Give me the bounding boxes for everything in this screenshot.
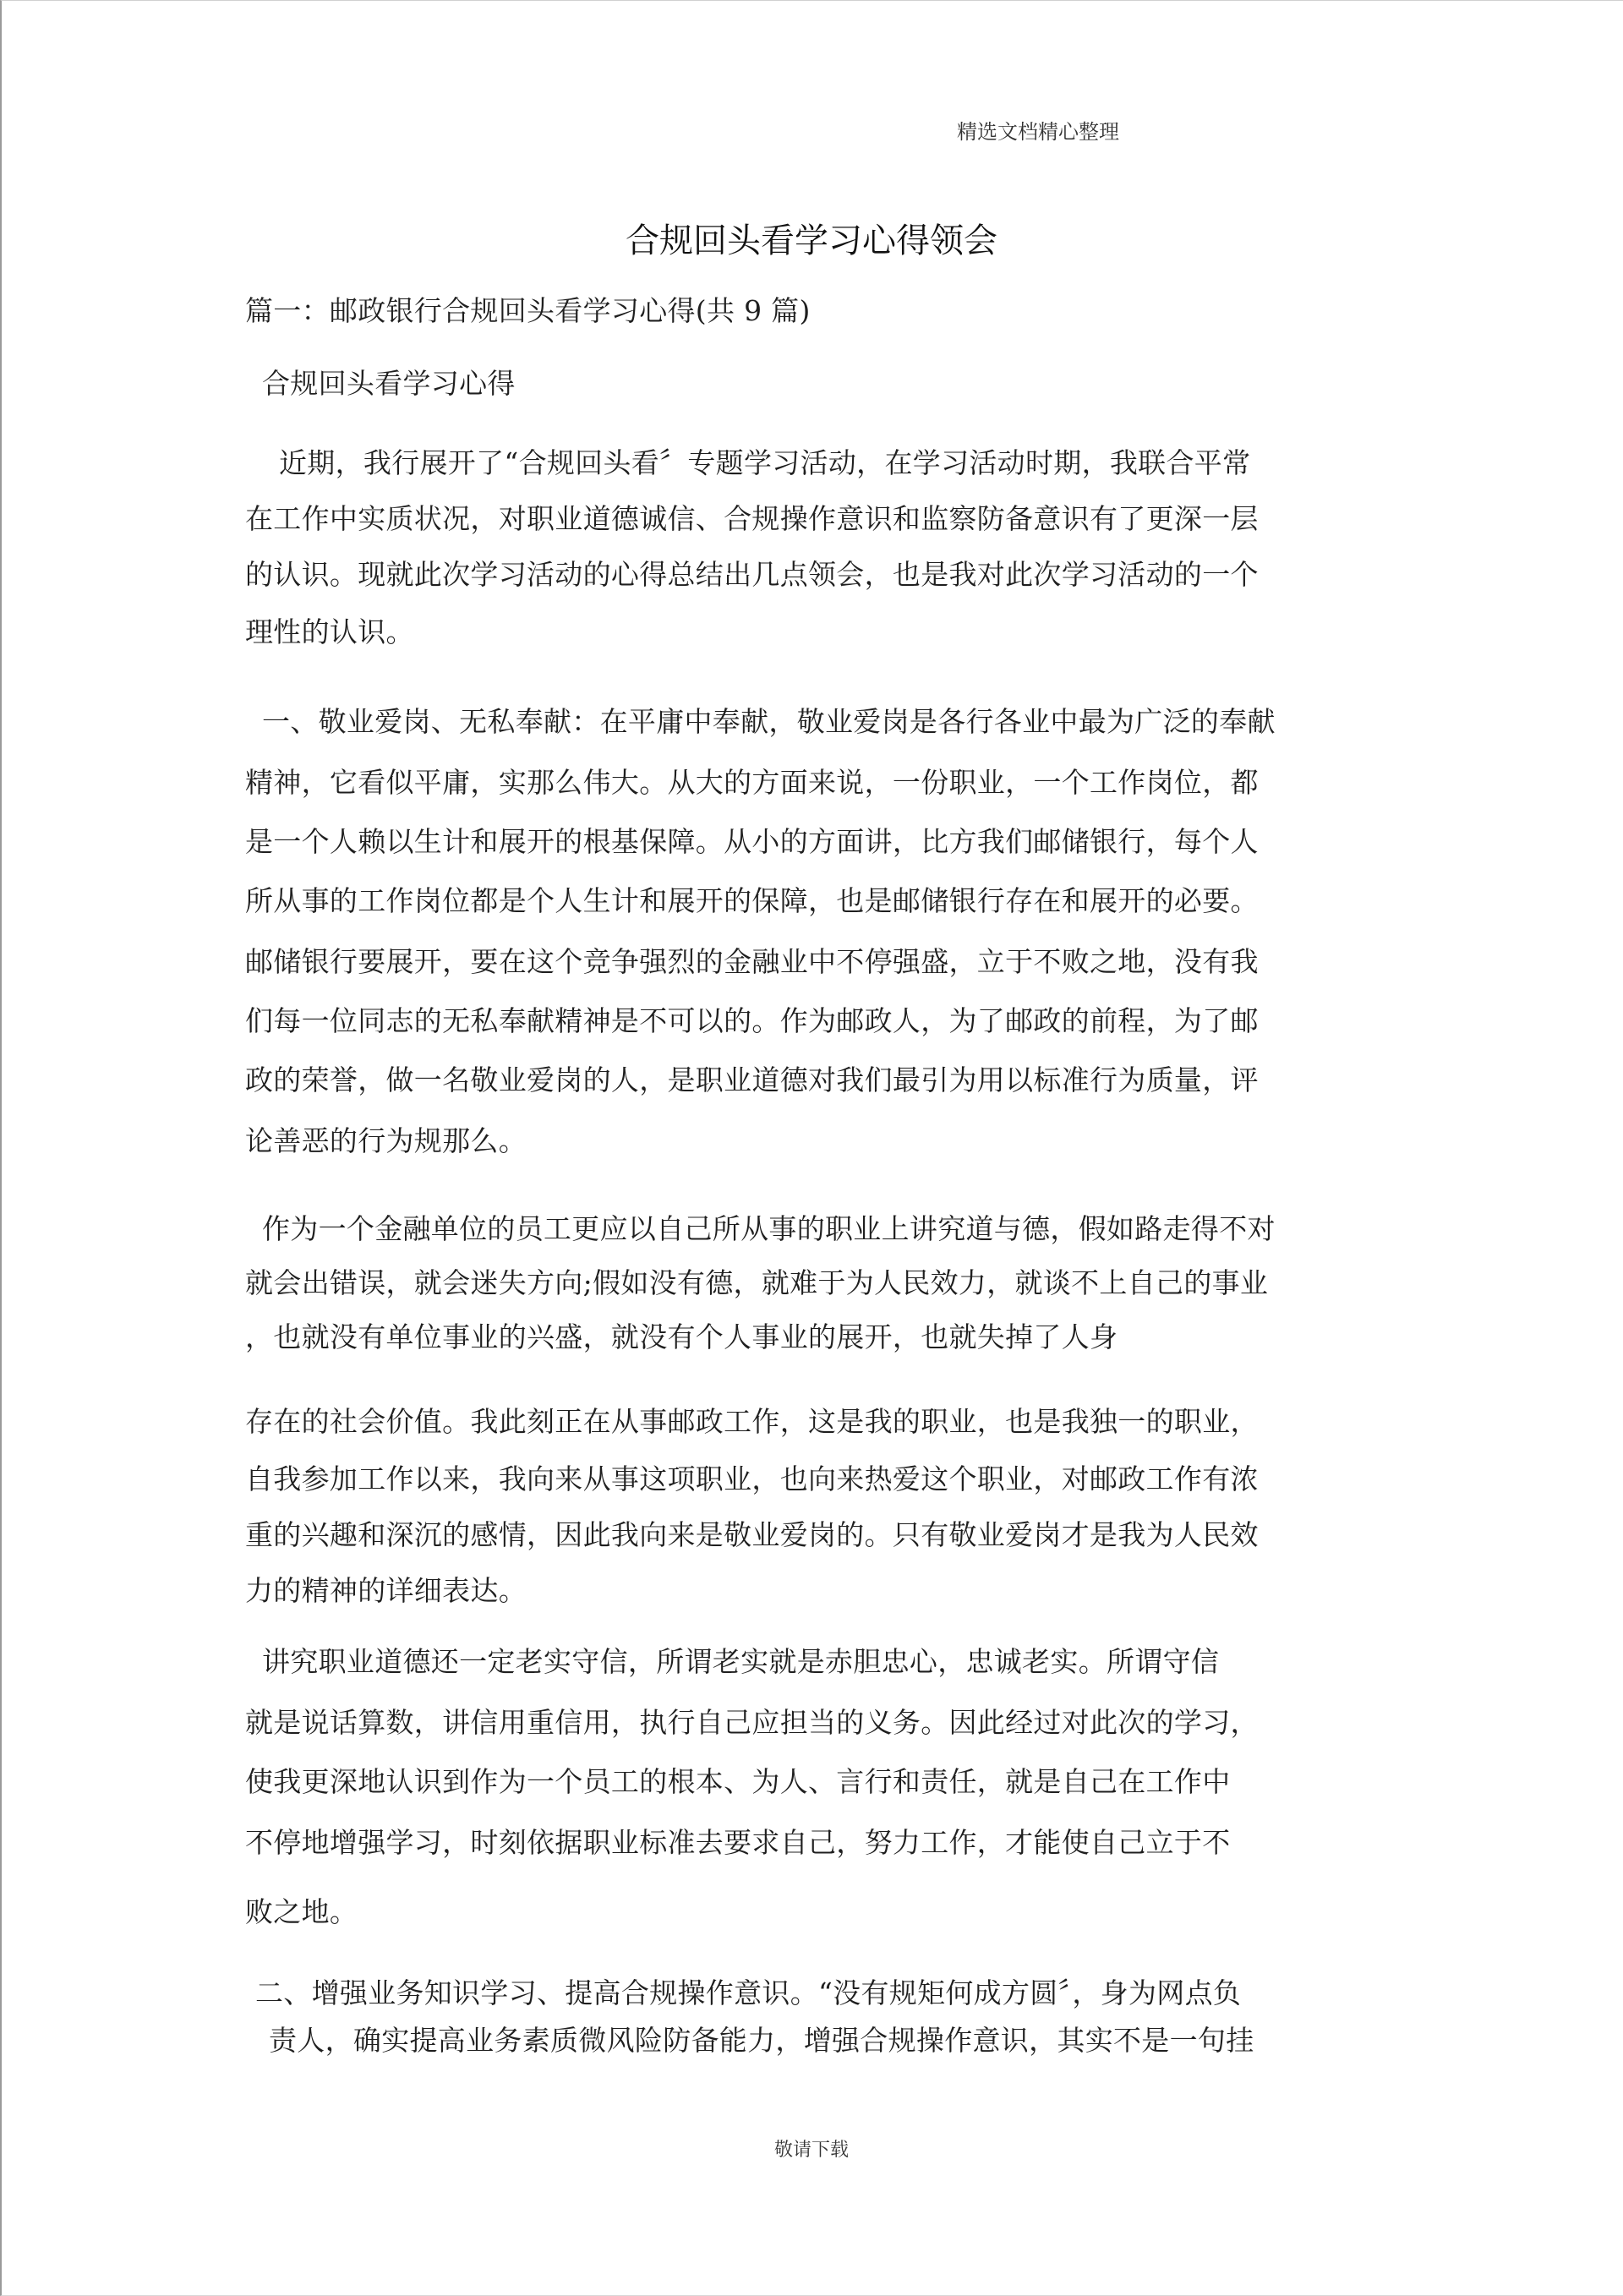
body-line: 在工作中实质状况，对职业道德诚信、合规操作意识和监察防备意识有了更深一层	[245, 502, 1259, 535]
body-line: 存在的社会价值。我此刻正在从事邮政工作，这是我的职业，也是我独一的职业，	[245, 1405, 1259, 1438]
body-line: 邮储银行要展开，要在这个竞争强烈的金融业中不停强盛，立于不败之地，没有我	[245, 945, 1259, 978]
body-line: 政的荣誉，做一名敬业爱岗的人，是职业道德对我们最引为用以标准行为质量，评	[245, 1063, 1259, 1096]
body-line: 们每一位同志的无私奉献精神是不可以的。作为邮政人，为了邮政的前程，为了邮	[245, 1004, 1259, 1037]
body-line: 自我参加工作以来，我向来从事这项职业，也向来热爱这个职业，对邮政工作有浓	[245, 1462, 1259, 1495]
body-line: ，也就没有单位事业的兴盛，就没有个人事业的展开，也就失掉了人身	[245, 1320, 1118, 1353]
body-line: 力的精神的详细表达。	[245, 1574, 527, 1607]
body-line: 论善恶的行为规那么。	[245, 1124, 527, 1157]
body-line: 就会出错误，就会迷失方向;假如没有德，就难于为人民效力，就谈不上自己的事业	[245, 1266, 1269, 1299]
body-line: 的认识。现就此次学习活动的心得总结出几点领会，也是我对此次学习活动的一个	[245, 558, 1259, 591]
header-note: 精选文档精心整理	[957, 120, 1119, 144]
footer-note: 敬请下载	[773, 2140, 849, 2161]
body-line: 精神，它看似平庸，实那么伟大。从大的方面来说，一份职业，一个工作岗位，都	[245, 766, 1259, 799]
body-line: 讲究职业道德还一定老实守信，所谓老实就是赤胆忠心，忠诚老实。所谓守信	[262, 1645, 1220, 1678]
body-line: 是一个人赖以生计和展开的根基保障。从小的方面讲，比方我们邮储银行，每个人	[245, 825, 1259, 858]
document-title: 合规回头看学习心得领会	[626, 221, 997, 260]
body-line: 使我更深地认识到作为一个员工的根本、为人、言行和责任，就是自己在工作中	[245, 1765, 1231, 1798]
body-line: 所从事的工作岗位都是个人生计和展开的保障，也是邮储银行存在和展开的必要。	[245, 884, 1259, 917]
body-line: 近期，我行展开了“合规回头看〞专题学习活动，在学习活动时期，我联合平常	[279, 446, 1251, 479]
section-heading-1: 篇一：邮政银行合规回头看学习心得(共 9 篇)	[245, 294, 811, 327]
body-line: 理性的认识。	[245, 615, 414, 648]
subheading: 合规回头看学习心得	[262, 367, 516, 400]
body-line: 不停地增强学习，时刻依据职业标准去要求自己，努力工作，才能使自己立于不	[245, 1826, 1231, 1859]
body-line: 就是说话算数，讲信用重信用，执行自己应担当的义务。因此经过对此次的学习，	[245, 1706, 1259, 1739]
body-line: 败之地。	[245, 1895, 358, 1928]
body-line: 一、敬业爱岗、无私奉献：在平庸中奉献，敬业爱岗是各行各业中最为广泛的奉献	[262, 705, 1276, 738]
section-heading-2: 二、增强业务知识学习、提高合规操作意识。“没有规矩何成方圆〞，身为网点负	[255, 1976, 1242, 2009]
body-line: 重的兴趣和深沉的感情，因此我向来是敬业爱岗的。只有敬业爱岗才是我为人民效	[245, 1518, 1259, 1551]
body-line: 作为一个金融单位的员工更应以自己所从事的职业上讲究道与德，假如路走得不对	[262, 1212, 1276, 1245]
body-line: 责人，确实提高业务素质微风险防备能力，增强合规操作意识，其实不是一句挂	[269, 2024, 1254, 2057]
